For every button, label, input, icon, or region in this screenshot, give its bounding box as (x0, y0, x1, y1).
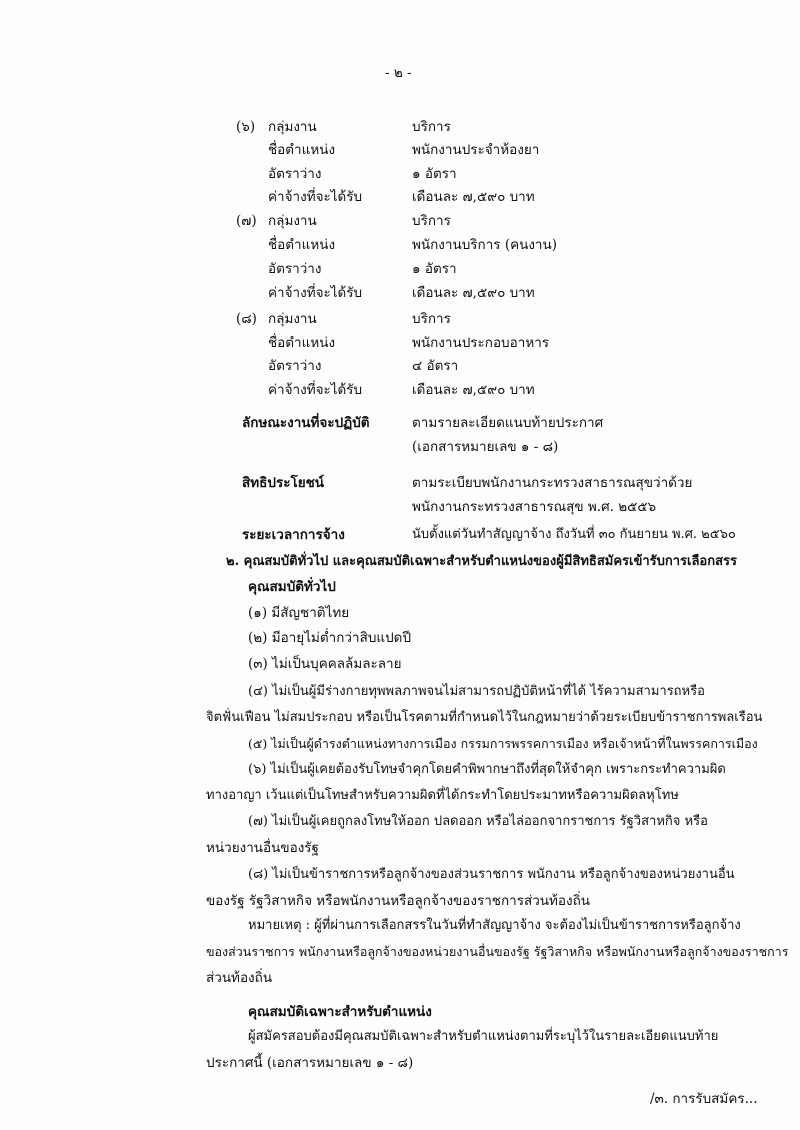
duties-line-2: (เอกสารหมายเลข ๑ - ๘) (412, 439, 559, 455)
vacancy-value: ๔ อัตรา (412, 358, 459, 374)
section-2-heading: ๒. คุณสมบัติทั่วไป และคุณสมบัติเฉพาะสำหรับตำแหน่งของผู้มีสิทธิสมัครเข้ารับการเลือกสรร (226, 554, 738, 569)
wage-value: เดือนละ ๗,๕๙๐ บาท (412, 285, 535, 301)
benefits-line-2: พนักงานกระทรวงสาธารณสุข พ.ศ. ๒๕๕๖ (412, 499, 657, 515)
qualification-3: (๓) ไม่เป็นบุคคลล้มละลาย (248, 656, 402, 672)
title-label: ชื่อตำแหน่ง (268, 237, 336, 253)
group-value: บริการ (412, 311, 451, 327)
wage-value: เดือนละ ๗,๕๙๐ บาท (412, 382, 535, 398)
page-number: - ๒ - (385, 65, 412, 81)
qualification-5: (๕) ไม่เป็นผู้ดำรงตำแหน่งทางการเมือง กรรมการพรรคการเมือง หรือเจ้าหน้าที่ในพรรคการเมือง (248, 736, 758, 751)
group-label: กลุ่มงาน (268, 213, 317, 229)
qualification-2: (๒) มีอายุไม่ต่ำกว่าสิบแปดปี (248, 630, 412, 646)
position-number: (๗) (236, 213, 257, 229)
qualification-1: (๑) มีสัญชาติไทย (248, 605, 350, 621)
group-label: กลุ่มงาน (268, 311, 317, 327)
period-value: นับตั้งแต่วันทำสัญญาจ้าง ถึงวันที่ ๓๐ กันยายน พ.ศ. ๒๕๖๐ (412, 527, 736, 542)
qualification-6-line-2: ทางอาญา เว้นแต่เป็นโทษสำหรับความผิดที่ได้กระทำโดยประมาทหรือความผิดลหุโทษ (206, 788, 679, 803)
wage-label: ค่าจ้างที่จะได้รับ (268, 285, 363, 301)
vacancy-label: อัตราว่าง (268, 166, 322, 182)
wage-label: ค่าจ้างที่จะได้รับ (268, 189, 363, 205)
specific-line-1: ผู้สมัครสอบต้องมีคุณสมบัติเฉพาะสำหรับตำแหน่งตามที่ระบุไว้ในรายละเอียดแนบท้าย (248, 1029, 719, 1044)
qualification-4-line-2: จิตฟั่นเฟือน ไม่สมประกอบ หรือเป็นโรคตามที่กำหนดไว้ในกฎหมายว่าด้วยระเบียบข้าราชการพลเรือน (206, 710, 763, 725)
duties-line-1: ตามรายละเอียดแนบท้ายประกาศ (412, 415, 604, 431)
vacancy-value: ๑ อัตรา (412, 166, 457, 182)
general-qualifications-heading: คุณสมบัติทั่วไป (248, 579, 336, 595)
vacancy-label: อัตราว่าง (268, 358, 322, 374)
wage-label: ค่าจ้างที่จะได้รับ (268, 382, 363, 398)
title-label: ชื่อตำแหน่ง (268, 142, 336, 158)
title-value: พนักงานบริการ (คนงาน) (412, 237, 558, 253)
continuation-marker: /๓. การรับสมัคร... (650, 1091, 758, 1107)
position-number: (๘) (236, 311, 257, 327)
qualification-8-line-1: (๘) ไม่เป็นข้าราชการหรือลูกจ้างของส่วนราชการ พนักงาน หรือลูกจ้างของหน่วยงานอื่น (248, 867, 735, 882)
title-label: ชื่อตำแหน่ง (268, 335, 336, 351)
period-label: ระยะเวลาการจ้าง (242, 527, 345, 543)
benefits-label: สิทธิประโยชน์ (242, 475, 325, 491)
qualification-4-line-1: (๔) ไม่เป็นผู้มีร่างกายทุพพลภาพจนไม่สามารถปฏิบัติหน้าที่ได้ ไร้ความสามารถหรือ (248, 684, 705, 699)
group-value: บริการ (412, 213, 451, 229)
title-value: พนักงานประจำห้องยา (412, 142, 540, 158)
specific-qualifications-heading: คุณสมบัติเฉพาะสำหรับตำแหน่ง (248, 1004, 432, 1020)
group-label: กลุ่มงาน (268, 119, 317, 135)
title-value: พนักงานประกอบอาหาร (412, 335, 550, 351)
wage-value: เดือนละ ๗,๕๙๐ บาท (412, 189, 535, 205)
qualification-7-line-2: หน่วยงานอื่นของรัฐ (206, 840, 319, 856)
vacancy-label: อัตราว่าง (268, 261, 322, 277)
duties-label: ลักษณะงานที่จะปฏิบัติ (242, 415, 370, 431)
vacancy-value: ๑ อัตรา (412, 261, 457, 277)
note-line-2: ของส่วนราชการ พนักงานหรือลูกจ้างของหน่วยงานอื่นของรัฐ รัฐวิสาหกิจ หรือพนักงานหรือลูกจ้างของราชการ (206, 944, 789, 959)
position-number: (๖) (236, 119, 256, 135)
qualification-8-line-2: ของรัฐ รัฐวิสาหกิจ หรือพนักงานหรือลูกจ้างของราชการส่วนท้องถิ่น (206, 893, 591, 909)
specific-line-2: ประกาศนี้ (เอกสารหมายเลข ๑ - ๘) (206, 1055, 414, 1071)
note-line-3: ส่วนท้องถิ่น (206, 970, 273, 986)
group-value: บริการ (412, 119, 451, 135)
benefits-line-1: ตามระเบียบพนักงานกระทรวงสาธารณสุขว่าด้วย (412, 475, 693, 491)
qualification-6-line-1: (๖) ไม่เป็นผู้เคยต้องรับโทษจำคุกโดยคำพิพากษาถึงที่สุดให้จำคุก เพราะกระทำความผิด (248, 762, 726, 777)
qualification-7-line-1: (๗) ไม่เป็นผู้เคยถูกลงโทษให้ออก ปลดออก หรือไล่ออกจากราชการ รัฐวิสาหกิจ หรือ (248, 814, 708, 829)
note-line-1: หมายเหตุ : ผู้ที่ผ่านการเลือกสรรในวันที่ทำสัญญาจ้าง จะต้องไม่เป็นข้าราชการหรือลูกจ้าง (248, 918, 741, 933)
